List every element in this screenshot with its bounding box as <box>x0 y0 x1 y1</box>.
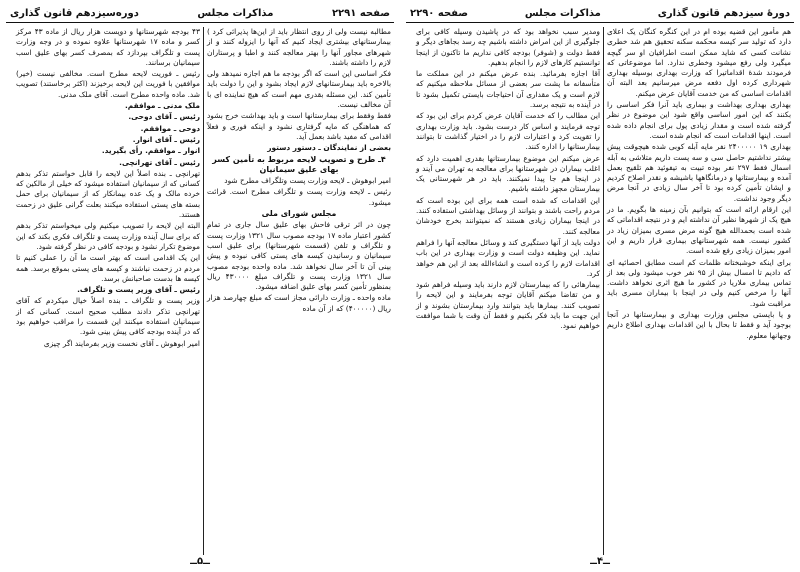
page-header <box>406 4 794 23</box>
paragraph: بیمارهائی را که بیمارستان لازم دارند باید وسیله فراهم شود و من تقاضا میکنم آقایان توجه بفرمایند و این لایحه را تصویب کنند. بیمارها باید بتوانند وارد بیمارستان بشوند و از این جهت ما باید فکر بکنیم و فقط آن وقت با شما موافقت خواهیم نمود. <box>416 280 600 331</box>
paragraph: رئیس ـ آقای وزیر پست و تلگراف. <box>77 285 200 295</box>
paragraph: بهداری ۱۹ ۲۴۰۰۰۰۰ نفر مایه آبله کوبی شده هیچوقت پیش بیشتر نداشتیم حاصل سی و سه پست داریم متلاشی به آبله اسمال فقط ۲۹۷ نفر بوده تبیت به تیفوئید هم تلقیح بعمل آمده و بیمارستانها و درمانگاهها باشیشه و نقدر اصلاح کردیم و ایشان تأمین کرده بود تا آخر سال زیادی در آنجا مرض دیگر وجود نداشت. <box>607 142 791 203</box>
paragraph: امیر ابوهوش ـ لایحه وزارت پست وتلگراف مطرح شود <box>224 176 391 186</box>
paragraph: مطالبه نیست ولی از روی انتظار باید از این‌ها پذیرائی کرد ) بیمارستانهای بیشتری ایجاد کنیم که آنها را ایزوله کنند و از شهرهای مجاور آنها را بهتر معالجه کنند و اطبا و پرستاران لازم را داشته باشند. <box>207 27 391 67</box>
page-footer: ــ۵ــ <box>190 556 210 567</box>
paragraph: عرض میکنم این موضوع بیمارستانها بقدری اهمیت دارد که اغلب بیماران در شهرستانها برای معالجه به تهران می آیند و در اینجا هم جا پیدا نمیکنند. باید در هر شهرستانی یک بیمارستان مجهز داشته باشیم. <box>416 153 600 194</box>
paragraph: این یک اقدامی است که بهتر است ما آن را عملی کنیم تا مردم در زحمت نباشند و کیسه های پستی بموقع برسد. همه کیسه ها بدست صاحبانش برسد. <box>16 253 200 283</box>
paragraph: هم مأمور این قضیه بوده ام در این کنگره کنگان یک اعلای دارد که تولید سر کیسه محکمه سکنه تحقیق هم شد خطری نشانت کسی که شاید ممکن است اطرافیان او سر گیچه میگیرد ولی رفع میشود وخطری ندارد. اما موضوعاتی که فرمودند شدهٔ اقداماتیرا که وزارت بهداری بوسیله بهداری شهرداری کرده اول دفعه مرض میرسانیم بعد البته آن اقدامات اساسی که من خدمت آقایان عرض میکنم. <box>607 27 791 98</box>
paragraph: وزیر پست و تلگراف ـ بنده اصلاً خیال میکردم که آقای تهرانچی تذکر دادند مطلب صحیح است. کسانی که از سیمانیان استفاده میکنند این قسمت را مراقب خواهیم بود که در آینده بودجه کافی پیش بینی شود. <box>16 296 200 337</box>
paragraph: برای اینکه خوشبختانه ظلمات کم است مطابق احصائیه ای که دادیم تا امسال بیش از ۹۵ نفر خوب میشود ولی بعد از تماس بیماری ملاریا در کشور ما هیچ اثری نخواهد داشت. آنها را مرخص کنیم ولی در اینجا با بیماران مسری باید مراقبت شود. <box>607 257 792 308</box>
paragraph: چون در اثر ترقی فاحش بهای علیق سال جاری در تمام کشور اعتبار ماده ۱۷ بودجه مصوب سال ۱۳۲۱ وزارت پست و تلگراف و تلفن (قسمت شهرستانها) برای علیق اسب سیمانیان و رسانیدن کیسه های پستی کافی نبوده و پیش بینی آن تا آخر سال نخواهد شد. ماده واحده بودجه مصوب سال ۱۳۲۱ وزارت پست و تلگراف مبلغ ۴۳۰۰۰۰ ریال بمنظور تأمین کسر بهای علیق اضافه میشود. <box>207 220 391 292</box>
paragraph: فکر اساسی این است که اگر بودجه ما هم اجازه نمیدهد ولی بالاخره باید بیمارستانهای لازم ایجاد بشود و این را دولت باید تأمین کند. این مسئله بقدری مهم است که هیچ نماینده ای با آن مخالف نیست. <box>207 69 391 110</box>
column-divider <box>603 27 604 555</box>
paragraph: فقط وفقط برای بیمارستانها است و باید بهداشت خرج بشود که هماهنگی که مایه گرفتاری نشود و اینکه فوری و فعلاً اقدامی که مفید باشد بعمل آید. <box>207 111 391 141</box>
paragraph: رئیس ـ آقای دوحی. <box>128 112 200 122</box>
paragraph: دولت باید از آنها دستگیری کند و وسائل معالجه آنها را فراهم نماید. این وظیفه دولت است و وزارت بهداری در این باب اقدامات لازم را کرده است و انشاءالله بعد از این هم خواهد کرد. <box>416 237 600 278</box>
paragraph: ۴۳ بودجه شهرستانها و دویست هزار ریال از ماده ۴۳ مرکز کسر و ماده ۱۷ شهرستانها علاوه نموده و در وجه وزارت پست و تلگراف بپردازد که بمصرف کسر بهای علیق اسب سیمانیان برسانند. <box>16 27 200 67</box>
text-column-left <box>13 27 203 555</box>
paragraph: بعضی از نمایندگان ـ دستور دستور <box>267 143 391 153</box>
page-footer: ــ۴ــ <box>590 556 610 567</box>
paragraph: امیر ابوهوش ـ آقای نخست وزیر بفرمایند اگر چیزی <box>43 338 200 348</box>
paragraph: ومدیر سبب نخواهد بود که در پاشیدن وسیله کافی برای جلوگیری از این امراض داشته باشیم چه رسد بجاهای دیگر و فقط دولت و (شوفر) بودجه کافی نداریم ما تاکنون از اینجا توانستیم کارهای لازم را انجام بدهیم. <box>416 27 600 67</box>
paragraph: رئیس ـ آقای انوار. <box>132 134 200 144</box>
text-column-left <box>413 27 603 555</box>
page-number-label: صفحه ۲۲۹۰ <box>410 7 469 19</box>
paragraph: البته این لایحه را تصویب میکنیم ولی میخواستم تذکر بدهم که برای سال آینده وزارت پست و تلگراف فکری بکند که این موضوع تکرار نشود و بودجه کافی در نظر گرفته شود. <box>16 221 200 251</box>
proceedings-title: مذاکرات مجلس <box>524 7 601 19</box>
text-column-right <box>604 27 794 555</box>
text-column-right <box>204 27 394 555</box>
proceedings-title: مذاکرات مجلس <box>197 7 274 19</box>
paragraph: بهداری بهداری بهداشت و بیماری باید آنرا فکر اساسی را بکنند که این امور اساسی واقع شود این موضوع در نظر گرفته شده است و مقدار زیادی پول برای انجام داده شده است. اینها اقدامات است که انجام شده است. <box>607 100 791 140</box>
paragraph: این اقدامات که شده است همه برای این بوده است که مردم راحت باشند و بتوانند از وسائل بهداشتی استفاده کنند. در اینجا بیماران زیادی هستند که نمیتوانند بخرج خودشان معالجه کنند. <box>416 195 600 236</box>
paragraph: انوار ـ موافقم. رأی بگیرید. <box>101 146 200 156</box>
session-label: دوره‌سیزدهم قانون گذاری <box>10 7 139 19</box>
paragraph: رئیس ـ آقای تهرانچی. <box>119 157 200 167</box>
paragraph: رئیس ـ فوریت لایحه مطرح است. مخالفی نیست (خیر) موافقین با فوریت این لایحه برخیزند (اکثر برخاستند) تصویب شد. ماده واحده مطرح است. آقای ملک مدنی. <box>16 69 200 99</box>
paragraph: ماده واحده ـ وزارت دارائی مجاز است که مبلغ چهارصد هزار ریال (۴۰۰۰۰۰) که از آن ماده <box>207 293 391 313</box>
page-number-label: صفحه ۲۲۹۱ <box>331 7 390 19</box>
paragraph: این مطالب را که خدمت آقایان عرض کردم برای این بود که توجه فرمایند و اساس کار درست بشود. باید وزارت بهداری را تقویت کرد و اعتبارات لازم را در اختیار گذاشت تا بتوانند بیمارستانها را اداره کنند. <box>416 111 600 152</box>
right-page <box>400 0 800 572</box>
paragraph: رئیس ـ لایحه وزارت پست و تلگراف مطرح است. قرائت میشود. <box>207 187 391 207</box>
session-label: دورهٔ سیزدهم قانون گذاری <box>657 7 790 19</box>
paragraph: دوحی ـ موافقم. <box>140 123 200 133</box>
section-heading: ۴ـ طرح و تصویب لایحه مربوط به تأمین کسر بهای علیق سیمانیان <box>212 154 386 174</box>
paragraph: این ارقام ارائه است که بتوانیم بآن زمینه ها بگویم. ما در هیچ یک از شهرها نظیر آن نداشته ایم و در نتیجه اقداماتی که شده است بحمدالله هیچ گونه مرض مسری بمیزان زیاد در کشور نیست. همه شهرستانهای بیماری قرار داریم و این امور بمیزان زیادی رفع شده است. <box>607 205 791 256</box>
paragraph: آقا اجازه بفرمائید. بنده عرض میکنم در این مملکت ما متأسفانه ما پشت سر بعضی از مسائل ملاحظه میکنیم که لازم است و یک مقداری آن احتیاجات بایستی تکمیل بشود تا در آینده به نتیجه برسد. <box>416 69 600 110</box>
page-header <box>6 4 394 23</box>
section-heading: مجلس شورای ملی <box>261 209 337 219</box>
paragraph: و یا بایستی مجلس وزارت بهداری و بیمارستانها در آنجا بوجود آید و فقط تا بحال با این اقدامات بهداری اطلاع داریم وجهانها معلوم. <box>607 310 791 340</box>
paragraph: تهرانچی ـ بنده اصلاً این لایحه را قابل خواستم تذکر بدهم کسانی که از سیمانیان استفاده میشود که خیلی از مالکین که خرده مالک و یک عده بیمانکار که از سیمانیان برای حمل بسته های پستی استفاده میکنند بعلت گرانی علیق در زحمت هستند. <box>15 168 200 220</box>
paragraph: ملک مدنی ـ موافقم. <box>124 101 200 111</box>
column-divider <box>203 27 204 555</box>
